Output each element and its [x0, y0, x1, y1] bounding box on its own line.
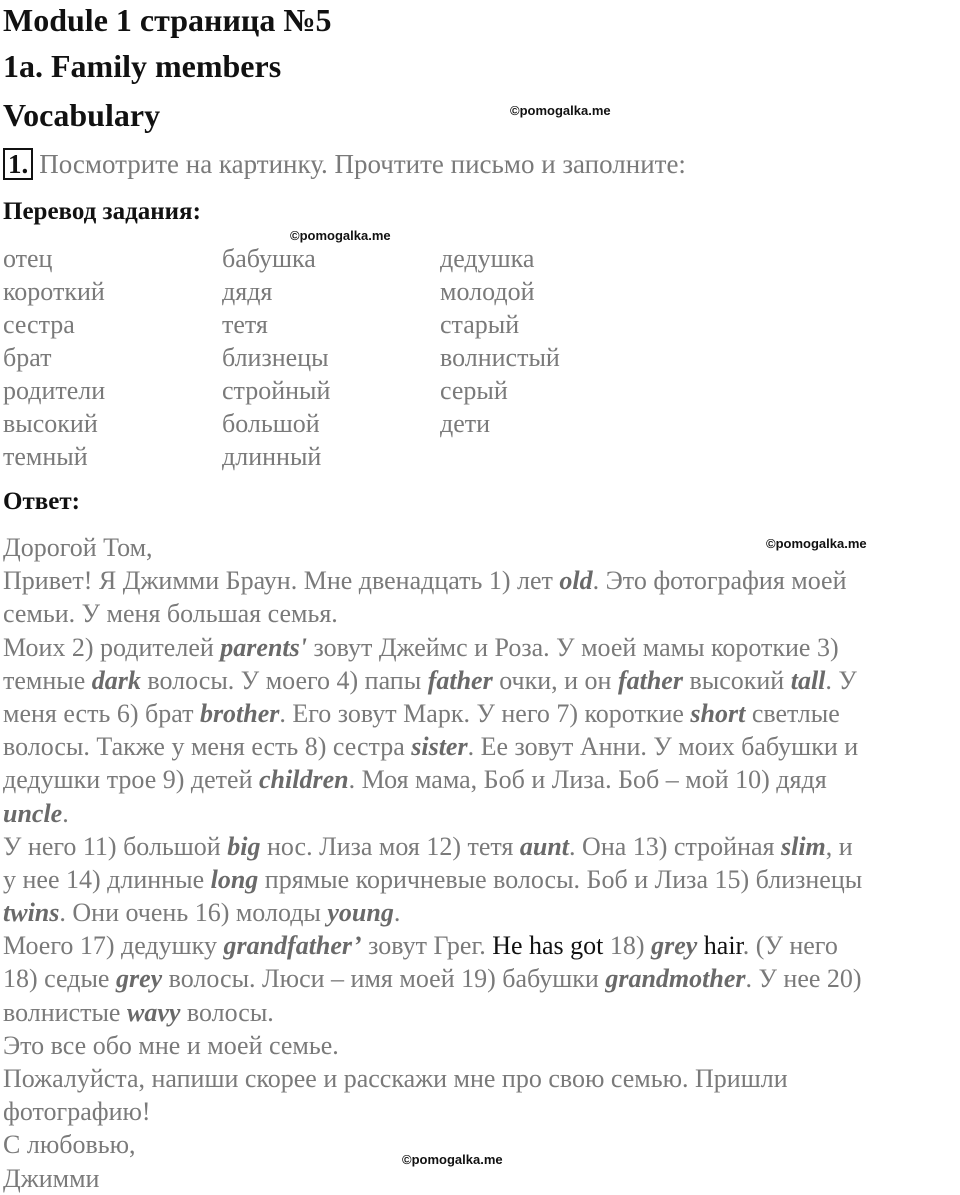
vocab-word: сестра	[3, 310, 75, 339]
answer-word: sister	[411, 732, 468, 762]
vocab-column-3	[440, 242, 560, 440]
answer-letter	[3, 531, 960, 1195]
vocab-word: дети	[440, 409, 491, 438]
answer-word: grandmother	[605, 964, 746, 994]
watermark: ©pomogalka.me	[766, 536, 867, 551]
lesson-title: 1a. Family members	[3, 48, 282, 84]
vocab-word: длинный	[222, 442, 322, 471]
answer-word: slim	[780, 831, 826, 861]
letter-line: у нее 14) длинные long прямые коричневые волосы. Боб и Лиза 15) близнецы	[3, 864, 863, 894]
answer-word: short	[690, 698, 746, 728]
answer-word: grey	[651, 931, 698, 961]
vocab-word: большой	[222, 409, 320, 438]
answer-word: parents'	[220, 632, 307, 662]
task-text: Посмотрите на картинку. Прочтите письмо и заполните:	[39, 149, 686, 179]
translation-heading: Перевод задания:	[3, 198, 201, 225]
answer-word: children	[259, 765, 349, 795]
answer-word: dark	[91, 665, 141, 695]
english-phrase: hair	[697, 931, 743, 961]
vocab-word: брат	[3, 343, 52, 372]
letter-line: Дорогой Том,	[3, 533, 153, 562]
letter-line: Джимми	[3, 1163, 100, 1193]
vocab-word: короткий	[3, 277, 105, 306]
vocab-word: стройный	[222, 376, 331, 405]
letter-line: twins. Они очень 16) молоды young.	[3, 898, 401, 928]
vocab-word: волнистый	[440, 343, 560, 372]
letter-line: Моего 17) дедушку grandfather’ зовут Грег. He has got 18) grey hair. (У него	[3, 931, 838, 961]
task-number: 1.	[3, 148, 33, 180]
letter-line: Моих 2) родителей parents' зовут Джеймс и Роза. У моей мамы короткие 3)	[3, 632, 839, 662]
letter-line: темные dark волосы. У моего 4) папы father очки, и он father высокий tall. У	[3, 665, 857, 695]
answer-heading: Ответ:	[3, 488, 80, 515]
vocab-word: родители	[3, 376, 106, 405]
answer-word: young	[327, 898, 394, 928]
vocab-column-2	[222, 242, 330, 473]
section-title: Vocabulary	[3, 97, 161, 133]
letter-line: У него 11) большой big нос. Лиза моя 12) тетя aunt. Она 13) стройная slim, и	[3, 831, 853, 861]
letter-line: дедушки трое 9) детей children. Моя мама, Боб и Лиза. Боб – мой 10) дядя	[3, 765, 827, 795]
letter-line: волнистые wavy волосы.	[3, 997, 274, 1027]
answer-word: old	[559, 566, 593, 596]
letter-line: Привет! Я Джимми Браун. Мне двенадцать 1) лет old. Это фотография моей	[3, 566, 847, 596]
vocab-word: дядя	[222, 277, 273, 306]
letter-line: С любовью,	[3, 1130, 136, 1160]
answer-word: big	[227, 831, 261, 861]
vocab-word: темный	[3, 442, 88, 471]
letter-line: волосы. Также у меня есть 8) сестра sister. Ее зовут Анни. У моих бабушки и	[3, 732, 859, 762]
watermark: ©pomogalka.me	[290, 228, 391, 243]
letter-line: Пожалуйста, напиши скорее и расскажи мне про свою семью. Пришли	[3, 1064, 788, 1093]
task-instruction	[3, 147, 686, 181]
letter-line: фотографию!	[3, 1097, 151, 1127]
answer-word: grandfather’	[223, 931, 362, 961]
watermark: ©pomogalka.me	[402, 1152, 503, 1167]
vocab-word: высокий	[3, 409, 98, 438]
vocab-word: молодой	[440, 277, 535, 306]
vocab-word: бабушка	[222, 244, 316, 273]
watermark: ©pomogalka.me	[510, 103, 611, 118]
answer-word: grey	[115, 964, 163, 994]
vocab-word: отец	[3, 244, 53, 273]
vocab-word: серый	[440, 376, 508, 405]
letter-line: 18) седые grey волосы. Люси – имя моей 19) бабушки grandmother. У нее 20)	[3, 964, 862, 994]
answer-word: long	[210, 864, 259, 894]
answer-word: wavy	[126, 997, 181, 1027]
vocab-word: старый	[440, 310, 520, 339]
vocab-word: тетя	[222, 310, 268, 339]
letter-line: uncle.	[3, 798, 69, 828]
vocab-word: близнецы	[222, 343, 329, 372]
english-phrase: He has got	[492, 931, 604, 961]
module-title: Module 1 страница №5	[3, 2, 332, 38]
answer-word: uncle	[3, 798, 63, 828]
answer-word: brother	[199, 698, 280, 728]
vocab-word: дедушка	[440, 244, 535, 273]
answer-word: twins	[3, 898, 60, 928]
answer-word: aunt	[519, 831, 570, 861]
letter-line: семьи. У меня большая семья.	[3, 599, 338, 629]
answer-word: father	[427, 665, 493, 695]
answer-word: father	[617, 665, 683, 695]
letter-line: меня есть 6) брат brother. Его зовут Марк. У него 7) короткие short светлые	[3, 698, 840, 728]
answer-word: tall	[790, 665, 826, 695]
letter-line: Это все обо мне и моей семье.	[3, 1030, 339, 1060]
vocab-column-1	[3, 242, 105, 473]
